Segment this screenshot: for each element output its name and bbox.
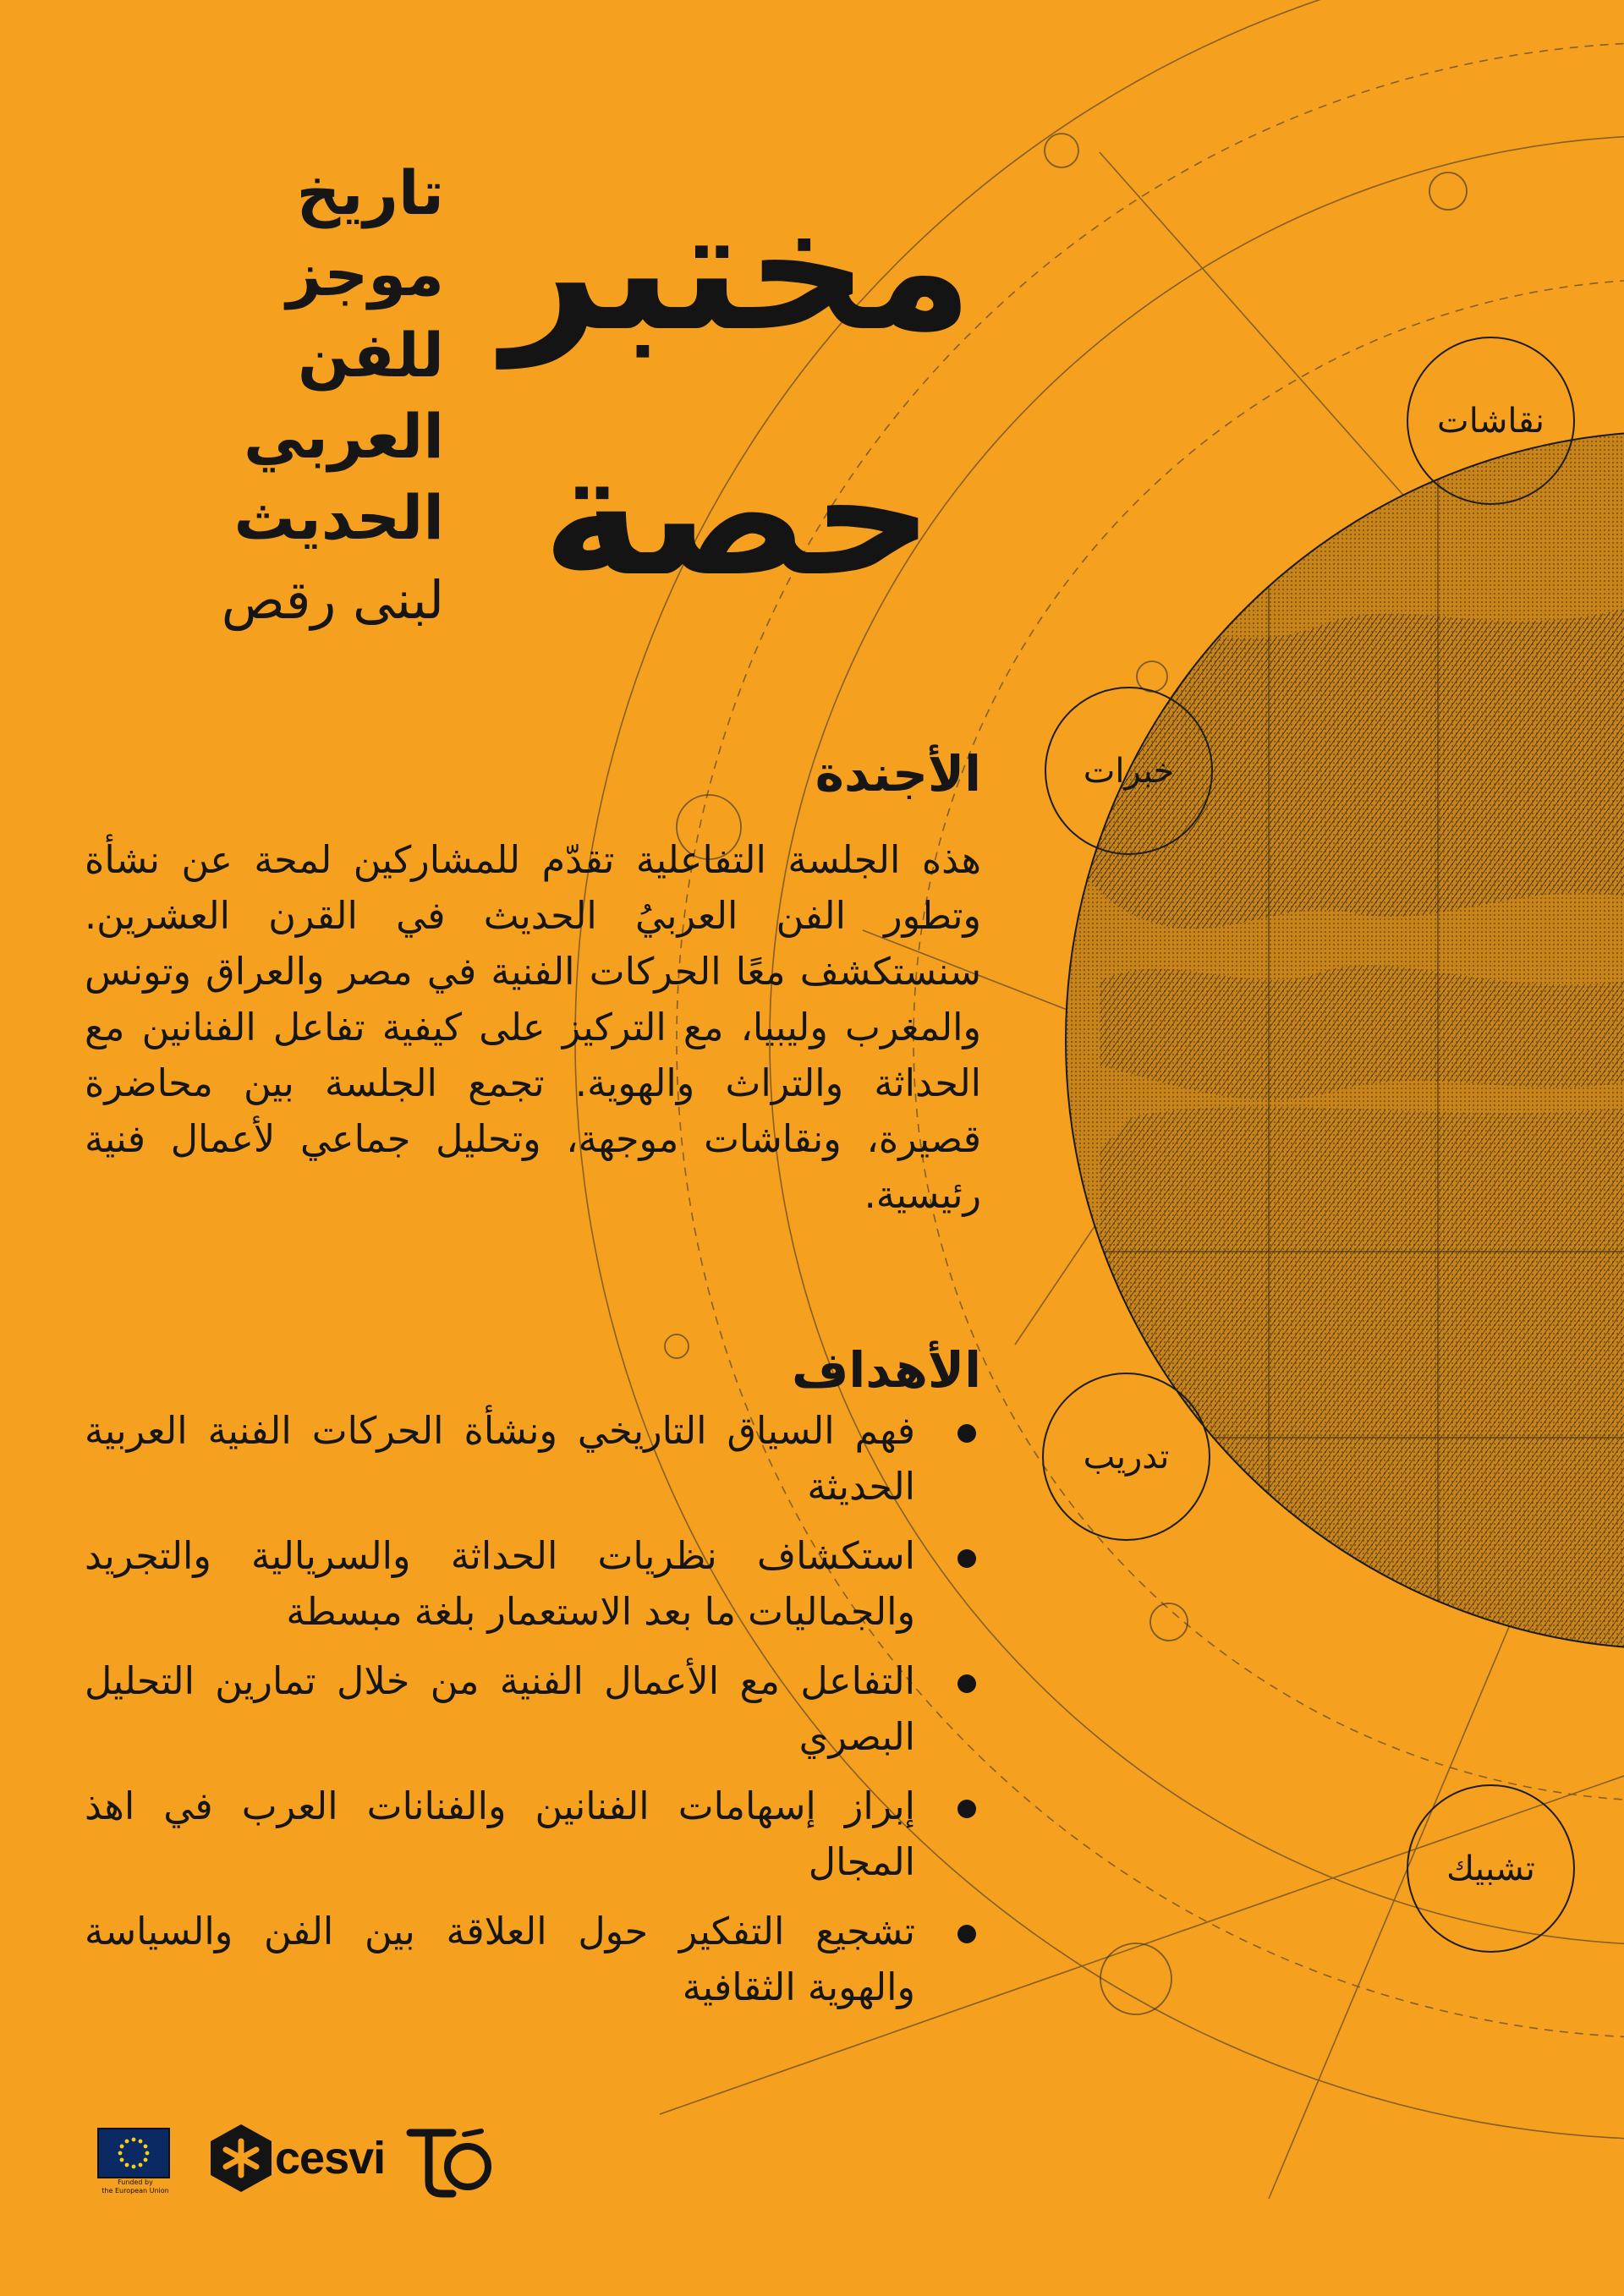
cesvi-logo-icon [207, 2123, 275, 2194]
bullet-dot-icon [957, 1674, 976, 1693]
cesvi-wordmark: cesvi [275, 2133, 386, 2184]
eu-caption: Funded by the European Union [102, 2178, 169, 2195]
bullet-dot-icon [957, 1925, 976, 1943]
agenda-heading: الأجندة [815, 745, 981, 803]
tag-training: تدريب [1042, 1373, 1210, 1541]
agenda-body: هذه الجلسة التفاعلية تقدّم للمشاركين لمحة عن نشأة وتطور الفن العربيُ الحديث في القرن العشرين. سنستكشف معًا الحركات الفنية في مصر والعراق وتونس والمغرب وليبيا، مع التركيز على كيفية تفاعل الفنانين مع الحداثة والتراث والهوية. تجمع الجلسة بين محاضرة قصيرة، ونقاشات موجهة، وتحليل جماعي لأعمال فنية رئيسية. [85, 839, 981, 1217]
goal-item: استكشاف نظريات الحداثة والسريالية والتجريد والجماليات ما بعد الاستعمار بلغة مبسطة [85, 1529, 981, 1641]
goal-item: تشجيع التفكير حول العلاقة بين الفن والسياسة والهوية الثقافية [85, 1904, 981, 2016]
bullet-dot-icon [957, 1424, 976, 1443]
goal-item: التفاعل مع الأعمال الفنية من خلال تمارين التحليل البصري [85, 1654, 981, 1766]
goal-item: فهم السياق التاريخي ونشأة الحركات الفنية العربية الحديثة [85, 1404, 981, 1515]
author-name: لبنى رقص [221, 569, 444, 631]
goals-heading: الأهداف [791, 1341, 981, 1399]
goals-list [85, 1404, 981, 2030]
logo-line-2: حصة [542, 417, 934, 614]
subtitle-line-3: الحديث [233, 482, 444, 553]
session-subtitle [123, 152, 444, 558]
tag-discussions: نقاشات [1407, 337, 1575, 505]
lab-logo [495, 135, 981, 660]
bullet-dot-icon [957, 1549, 976, 1568]
tag-experiences: خبرات [1045, 687, 1213, 855]
goal-item: إبراز إسهامات الفنانين والفنانات العرب في اهذ المجال [85, 1779, 981, 1891]
footer-logos [97, 2123, 520, 2199]
subtitle-line-1: تاريخ موجز [286, 157, 444, 310]
eu-flag-icon [97, 2128, 170, 2178]
tag-networking: تشبيك [1407, 1784, 1575, 1953]
partner-logo-icon [402, 2123, 495, 2199]
subtitle-line-2: للفن العربي [243, 320, 444, 472]
bullet-dot-icon [957, 1800, 976, 1818]
logo-line-1: مختبر [502, 172, 974, 369]
